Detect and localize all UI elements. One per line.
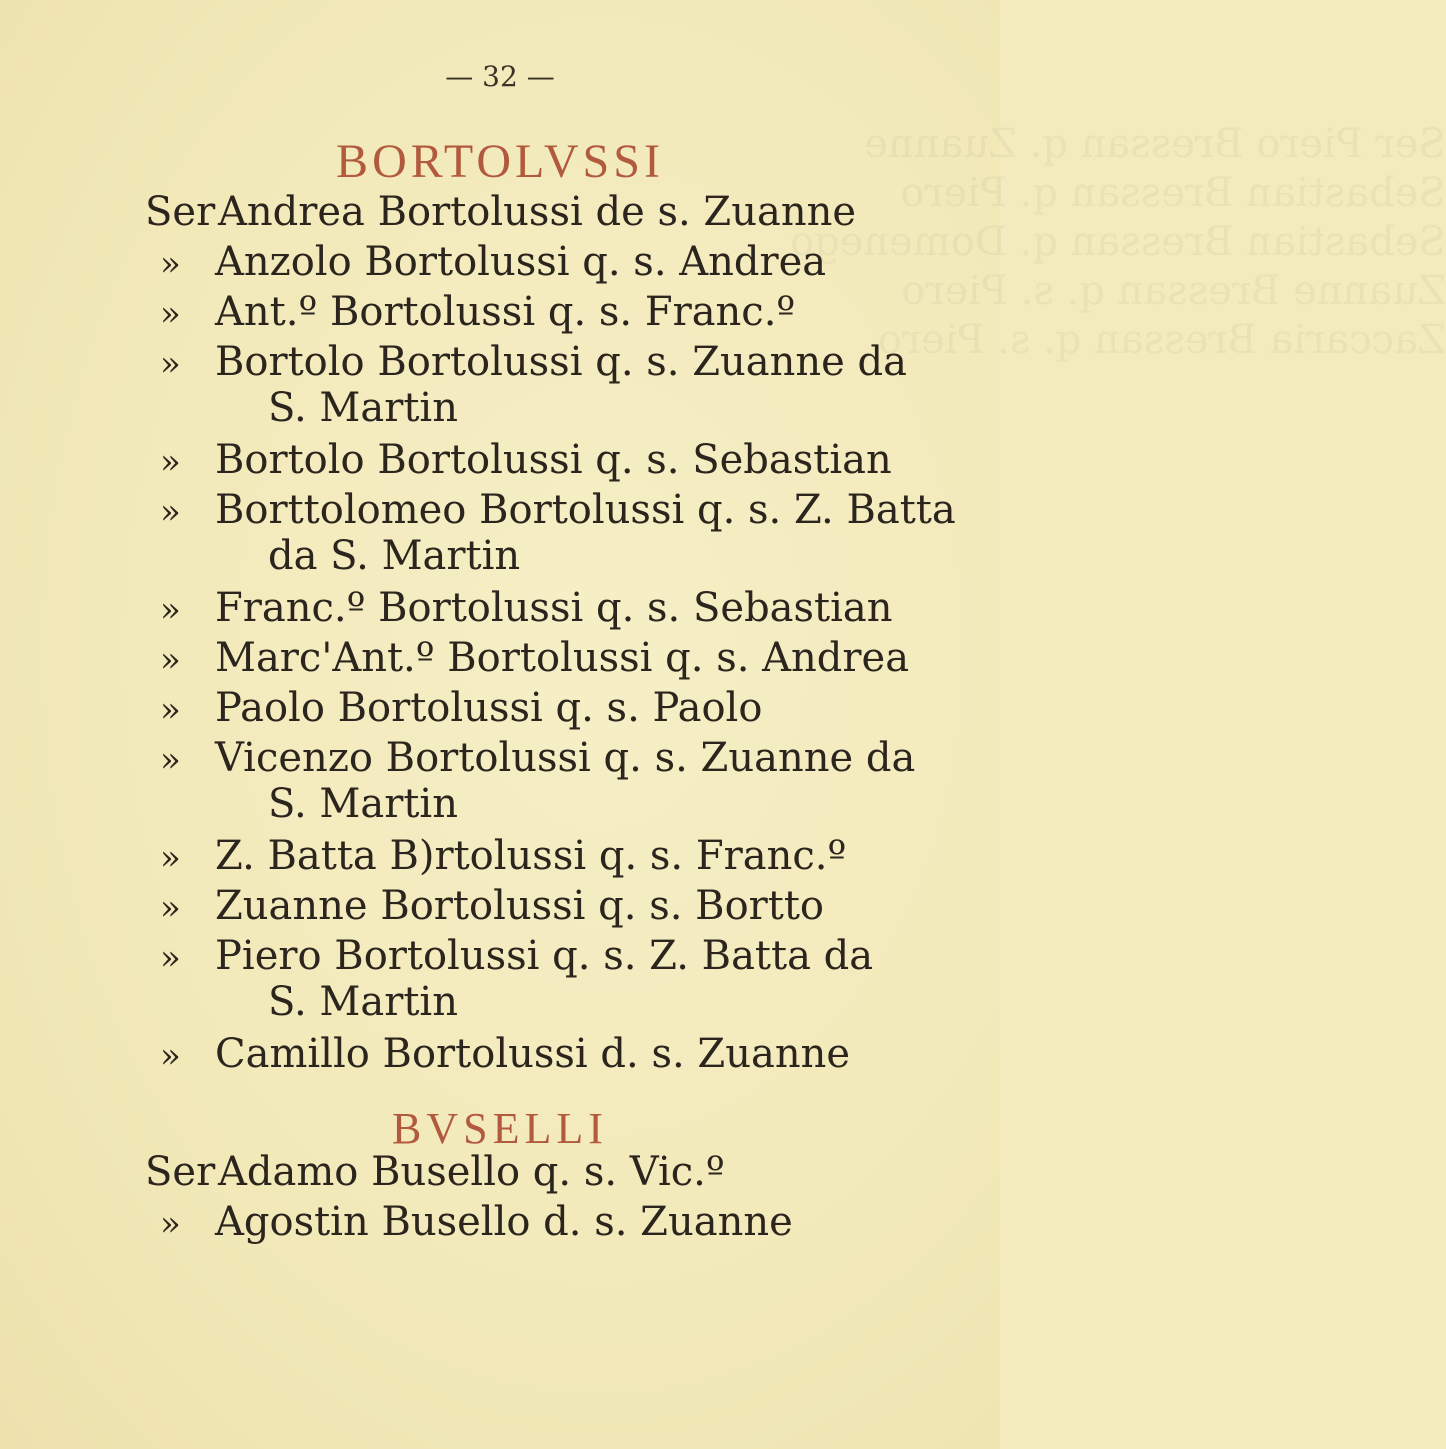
entry-list-bortolussi [0, 188, 1000, 1080]
list-item [0, 634, 1000, 682]
list-item [0, 238, 1000, 286]
entry-name: Andrea Bortolussi de s. Zuanne [218, 189, 857, 235]
ditto-mark: » [160, 838, 181, 878]
entry-continuation: S. Martin [268, 979, 458, 1025]
entry-name: Marc'Ant.º Bortolussi q. s. Andrea [215, 635, 910, 681]
list-item [0, 584, 1000, 632]
entry-name: Vicenzo Bortolussi q. s. Zuanne da [215, 735, 916, 781]
section-title-buselli: BVSELLI [392, 1104, 608, 1154]
section-title-bortolussi: BORTOLVSSI [336, 135, 664, 189]
ditto-mark: » [160, 640, 181, 680]
ditto-mark: » [160, 938, 181, 978]
list-item [0, 932, 1000, 1028]
list-item [0, 1030, 1000, 1078]
entry-name: Piero Bortolussi q. s. Z. Batta da [215, 933, 874, 979]
list-item [0, 338, 1000, 434]
entry-name: Ant.º Bortolussi q. s. Franc.º [215, 289, 796, 335]
ditto-mark: » [160, 740, 181, 780]
title-prefix: Ser [145, 189, 216, 235]
bleed-through-text: Ser Piero Bressan q. Zuanne Sebastian Bressan q. Piero Sebastian Bressan q. Domenego Zuanne Bressan q. s. Piero Zaccaria Bressan q. s. Piero [790, 121, 1446, 363]
entry-name: Zuanne Bortolussi q. s. Bortto [215, 883, 825, 929]
list-item [0, 832, 1000, 880]
entry-name: Borttolomeo Bortolussi q. s. Z. Batta [215, 487, 956, 533]
entry-name: Agostin Busello d. s. Zuanne [215, 1199, 793, 1245]
entry-name: Adamo Busello q. s. Vic.º [218, 1149, 725, 1195]
ditto-mark: » [160, 244, 181, 284]
entry-name: Bortolo Bortolussi q. s. Zuanne da [215, 339, 907, 385]
list-item [0, 486, 1000, 582]
entry-list-buselli [0, 1148, 1000, 1248]
list-item [0, 288, 1000, 336]
ditto-mark: » [160, 294, 181, 334]
entry-name: Anzolo Bortolussi q. s. Andrea [215, 239, 827, 285]
ditto-mark: » [160, 344, 181, 384]
ditto-mark: » [160, 492, 181, 532]
entry-name: Camillo Bortolussi d. s. Zuanne [215, 1031, 851, 1077]
entry-continuation: S. Martin [268, 385, 458, 431]
list-item [0, 882, 1000, 930]
page-number: — 32 — [445, 60, 555, 93]
ditto-mark: » [160, 1036, 181, 1076]
list-item [0, 1148, 1000, 1196]
ditto-mark: » [160, 442, 181, 482]
entry-continuation: S. Martin [268, 781, 458, 827]
list-item [0, 684, 1000, 732]
list-item [0, 734, 1000, 830]
ditto-mark: » [160, 888, 181, 928]
title-prefix: Ser [145, 1149, 216, 1195]
entry-name: Z. Batta B)rtolussi q. s. Franc.º [215, 833, 847, 879]
entry-continuation: da S. Martin [268, 533, 521, 579]
ditto-mark: » [160, 590, 181, 630]
ditto-mark: » [160, 690, 181, 730]
entry-name: Paolo Bortolussi q. s. Paolo [215, 685, 763, 731]
ditto-mark: » [160, 1204, 181, 1244]
list-item [0, 436, 1000, 484]
entry-name: Franc.º Bortolussi q. s. Sebastian [215, 585, 893, 631]
list-item [0, 1198, 1000, 1246]
entry-name: Bortolo Bortolussi q. s. Sebastian [215, 437, 892, 483]
list-item [0, 188, 1000, 236]
